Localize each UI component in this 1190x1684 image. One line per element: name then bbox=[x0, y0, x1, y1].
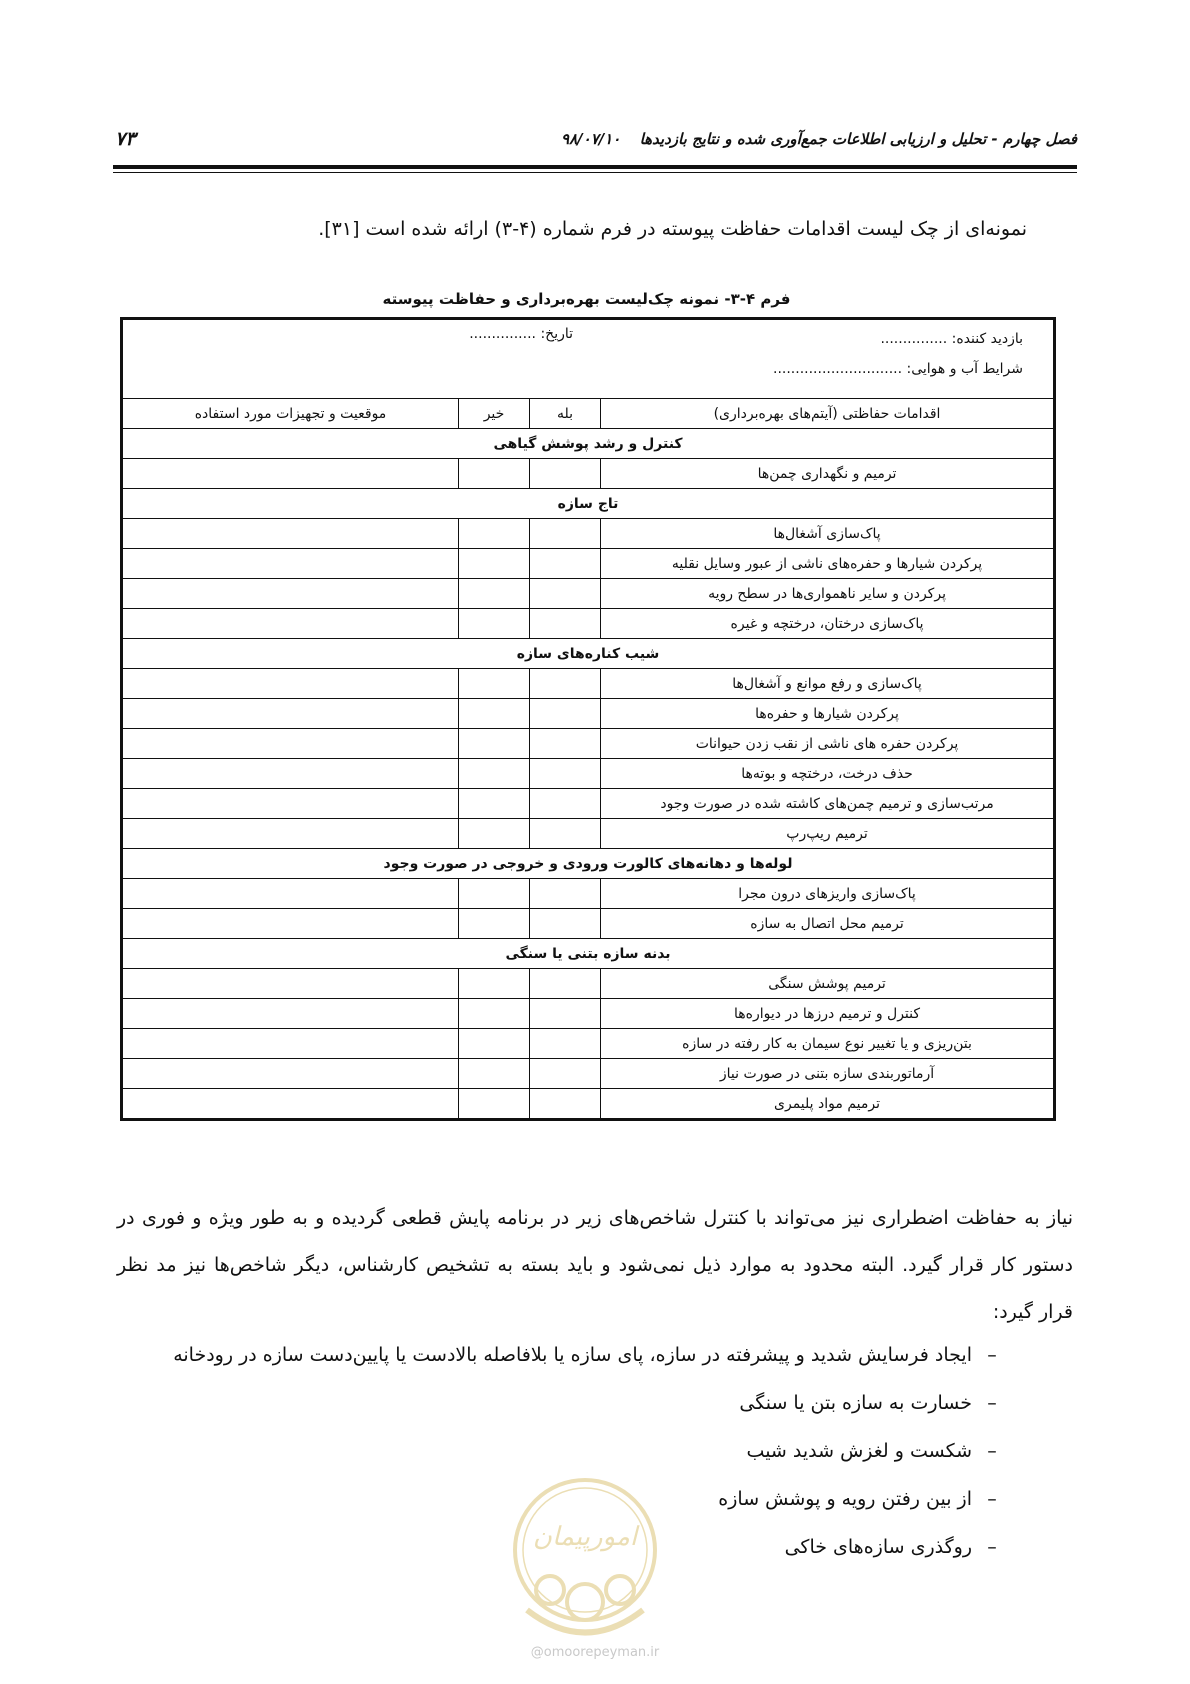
list-item bbox=[173, 1379, 1012, 1427]
watermark-site: @omoorepeyman.ir bbox=[530, 1645, 660, 1660]
col-header-yes: بله bbox=[530, 399, 601, 429]
location-input-cell[interactable] bbox=[122, 549, 459, 579]
weather-field: شرایط آب و هوایی: ............................. bbox=[773, 361, 1024, 377]
action-item: ترمیم و نگهداری چمن‌ها bbox=[601, 459, 1055, 489]
no-checkbox-cell[interactable] bbox=[459, 549, 530, 579]
location-input-cell[interactable] bbox=[122, 969, 459, 999]
form-info-cell bbox=[122, 319, 1055, 399]
action-item: بتن‌ریزی و یا تغییر نوع سیمان به کار رفته در سازه bbox=[601, 1029, 1055, 1059]
action-item: ترمیم پوشش سنگی bbox=[601, 969, 1055, 999]
yes-checkbox-cell[interactable] bbox=[530, 1059, 601, 1089]
no-checkbox-cell[interactable] bbox=[459, 669, 530, 699]
no-checkbox-cell[interactable] bbox=[459, 609, 530, 639]
no-checkbox-cell[interactable] bbox=[459, 759, 530, 789]
section-row bbox=[122, 429, 1055, 459]
location-input-cell[interactable] bbox=[122, 1059, 459, 1089]
action-item: پرکردن شیارها و حفره‌ها bbox=[601, 699, 1055, 729]
list-item bbox=[173, 1427, 1012, 1475]
location-input-cell[interactable] bbox=[122, 1089, 459, 1120]
yes-checkbox-cell[interactable] bbox=[530, 759, 601, 789]
yes-checkbox-cell[interactable] bbox=[530, 579, 601, 609]
section-row bbox=[122, 639, 1055, 669]
watermark-logo bbox=[505, 1470, 665, 1670]
table-row bbox=[122, 969, 1055, 999]
bullet-dash: – bbox=[987, 1440, 997, 1462]
section-title: کنترل و رشد پوشش گیاهی bbox=[122, 429, 1055, 459]
table-row bbox=[122, 1089, 1055, 1120]
page-header bbox=[113, 128, 1077, 154]
watermark-logo-text: امورپیمان bbox=[532, 1522, 638, 1552]
action-item: حذف درخت، درختچه و بوته‌ها bbox=[601, 759, 1055, 789]
location-input-cell[interactable] bbox=[122, 759, 459, 789]
section-row bbox=[122, 939, 1055, 969]
table-row bbox=[122, 519, 1055, 549]
table-row bbox=[122, 759, 1055, 789]
yes-checkbox-cell[interactable] bbox=[530, 729, 601, 759]
intro-paragraph: نمونه‌ای از چک لیست اقدامات حفاظت پیوسته در فرم شماره (۴-۳) ارائه شده است [۳۱]. bbox=[318, 218, 1027, 240]
yes-checkbox-cell[interactable] bbox=[530, 669, 601, 699]
no-checkbox-cell[interactable] bbox=[459, 729, 530, 759]
no-checkbox-cell[interactable] bbox=[459, 1089, 530, 1120]
action-item: پاک‌سازی آشغال‌ها bbox=[601, 519, 1055, 549]
running-title bbox=[561, 130, 1077, 148]
location-input-cell[interactable] bbox=[122, 459, 459, 489]
action-item: ترمیم مواد پلیمری bbox=[601, 1089, 1055, 1120]
yes-checkbox-cell[interactable] bbox=[530, 969, 601, 999]
chapter-title: فصل چهارم - تحلیل و ارزیابی اطلاعات جمع‌آوری شده و نتایج بازدیدها bbox=[639, 130, 1077, 148]
body-paragraph: نیاز به حفاظت اضطراری نیز می‌تواند با کنترل شاخص‌های زیر در برنامه پایش قطعی گردیده و به طور ویژه و فوری در دستور کار قرار گیرد. البته محدود به موارد ذیل نمی‌شود و باید بسته به تشخیص کارشناس، دیگر شاخص‌ها نیز مد نظر قرار گیرد: bbox=[117, 1207, 1073, 1323]
header-rule-thin bbox=[113, 172, 1077, 173]
no-checkbox-cell[interactable] bbox=[459, 699, 530, 729]
table-row bbox=[122, 879, 1055, 909]
no-checkbox-cell[interactable] bbox=[459, 579, 530, 609]
table-row bbox=[122, 669, 1055, 699]
bullet-dash: – bbox=[987, 1344, 997, 1366]
yes-checkbox-cell[interactable] bbox=[530, 459, 601, 489]
no-checkbox-cell[interactable] bbox=[459, 519, 530, 549]
location-input-cell[interactable] bbox=[122, 699, 459, 729]
yes-checkbox-cell[interactable] bbox=[530, 909, 601, 939]
action-item: ترمیم محل اتصال به سازه bbox=[601, 909, 1055, 939]
header-date: ۹۸/۰۷/۱۰ bbox=[561, 130, 621, 148]
yes-checkbox-cell[interactable] bbox=[530, 789, 601, 819]
location-input-cell[interactable] bbox=[122, 729, 459, 759]
date-field: تاریخ: ............... bbox=[469, 326, 574, 342]
bullet-dash: – bbox=[987, 1488, 997, 1510]
action-item: ترمیم ریپ‌رپ bbox=[601, 819, 1055, 849]
bullet-text: از بین رفتن رویه و پوشش سازه bbox=[718, 1488, 972, 1510]
location-input-cell[interactable] bbox=[122, 819, 459, 849]
bullet-dash: – bbox=[987, 1536, 997, 1558]
no-checkbox-cell[interactable] bbox=[459, 969, 530, 999]
bullet-text: ایجاد فرسایش شدید و پیشرفته در سازه، پای سازه یا بلافاصله بالادست یا پایین‌دست سازه در رودخانه bbox=[173, 1344, 972, 1366]
yes-checkbox-cell[interactable] bbox=[530, 1029, 601, 1059]
table-row bbox=[122, 819, 1055, 849]
action-item: پرکردن و سایر ناهمواری‌ها در سطح رویه bbox=[601, 579, 1055, 609]
yes-checkbox-cell[interactable] bbox=[530, 699, 601, 729]
action-item: مرتب‌سازی و ترمیم چمن‌های کاشته شده در صورت وجود bbox=[601, 789, 1055, 819]
table-row bbox=[122, 699, 1055, 729]
location-input-cell[interactable] bbox=[122, 579, 459, 609]
form-caption: فرم ۴-۳- نمونه چک‌لیست بهره‌برداری و حفاظت پیوسته bbox=[382, 290, 791, 308]
no-checkbox-cell[interactable] bbox=[459, 789, 530, 819]
bullet-text: شکست و لغزش شدید شیب bbox=[746, 1440, 972, 1462]
action-item: پاک‌سازی درختان، درختچه و غیره bbox=[601, 609, 1055, 639]
no-checkbox-cell[interactable] bbox=[459, 1029, 530, 1059]
no-checkbox-cell[interactable] bbox=[459, 1059, 530, 1089]
list-item bbox=[173, 1331, 1012, 1379]
location-input-cell[interactable] bbox=[122, 519, 459, 549]
table-row bbox=[122, 1029, 1055, 1059]
table-row bbox=[122, 729, 1055, 759]
bullet-dash: – bbox=[987, 1392, 997, 1414]
location-input-cell[interactable] bbox=[122, 609, 459, 639]
location-input-cell[interactable] bbox=[122, 789, 459, 819]
table-row bbox=[122, 909, 1055, 939]
location-input-cell[interactable] bbox=[122, 999, 459, 1029]
action-item: پرکردن شیارها و حفره‌های ناشی از عبور وسایل نقلیه bbox=[601, 549, 1055, 579]
yes-checkbox-cell[interactable] bbox=[530, 819, 601, 849]
col-header-actions: اقدامات حفاظتی (آیتم‌های بهره‌برداری) bbox=[601, 399, 1055, 429]
no-checkbox-cell[interactable] bbox=[459, 879, 530, 909]
action-item: پاک‌سازی و رفع موانع و آشغال‌ها bbox=[601, 669, 1055, 699]
no-checkbox-cell[interactable] bbox=[459, 999, 530, 1029]
section-row bbox=[122, 489, 1055, 519]
section-title: لوله‌ها و دهانه‌های کالورت ورودی و خروجی در صورت وجود bbox=[122, 849, 1055, 879]
header-rule-thick bbox=[113, 165, 1077, 169]
yes-checkbox-cell[interactable] bbox=[530, 879, 601, 909]
page-number: ۷۳ bbox=[115, 128, 136, 150]
checklist-table bbox=[120, 317, 1056, 1121]
bullet-text: روگذری سازه‌های خاکی bbox=[784, 1536, 972, 1558]
yes-checkbox-cell[interactable] bbox=[530, 609, 601, 639]
bullet-text: خسارت به سازه بتن یا سنگی bbox=[739, 1392, 972, 1414]
table-row bbox=[122, 1059, 1055, 1089]
no-checkbox-cell[interactable] bbox=[459, 909, 530, 939]
no-checkbox-cell[interactable] bbox=[459, 819, 530, 849]
section-title: شیب کناره‌های سازه bbox=[122, 639, 1055, 669]
col-header-no: خیر bbox=[459, 399, 530, 429]
location-input-cell[interactable] bbox=[122, 669, 459, 699]
yes-checkbox-cell[interactable] bbox=[530, 1089, 601, 1120]
location-input-cell[interactable] bbox=[122, 909, 459, 939]
info-row bbox=[122, 319, 1055, 399]
table-row bbox=[122, 549, 1055, 579]
action-item: کنترل و ترمیم درزها در دیواره‌ها bbox=[601, 999, 1055, 1029]
section-title: بدنه سازه بتنی یا سنگی bbox=[122, 939, 1055, 969]
section-row bbox=[122, 849, 1055, 879]
table-row bbox=[122, 579, 1055, 609]
no-checkbox-cell[interactable] bbox=[459, 459, 530, 489]
visitor-field: بازدید کننده: ............... bbox=[880, 331, 1024, 347]
table-row bbox=[122, 789, 1055, 819]
action-item: پاک‌سازی واریزهای درون مجرا bbox=[601, 879, 1055, 909]
action-item: پرکردن حفره های ناشی از نقب زدن حیوانات bbox=[601, 729, 1055, 759]
table-row bbox=[122, 459, 1055, 489]
yes-checkbox-cell[interactable] bbox=[530, 999, 601, 1029]
table-row bbox=[122, 609, 1055, 639]
location-input-cell[interactable] bbox=[122, 1029, 459, 1059]
col-header-location: موقعیت و تجهیزات مورد استفاده bbox=[122, 399, 459, 429]
section-title: تاج سازه bbox=[122, 489, 1055, 519]
location-input-cell[interactable] bbox=[122, 879, 459, 909]
yes-checkbox-cell[interactable] bbox=[530, 549, 601, 579]
yes-checkbox-cell[interactable] bbox=[530, 519, 601, 549]
table-row bbox=[122, 999, 1055, 1029]
action-item: آرماتوربندی سازه بتنی در صورت نیاز bbox=[601, 1059, 1055, 1089]
column-header-row bbox=[122, 399, 1055, 429]
